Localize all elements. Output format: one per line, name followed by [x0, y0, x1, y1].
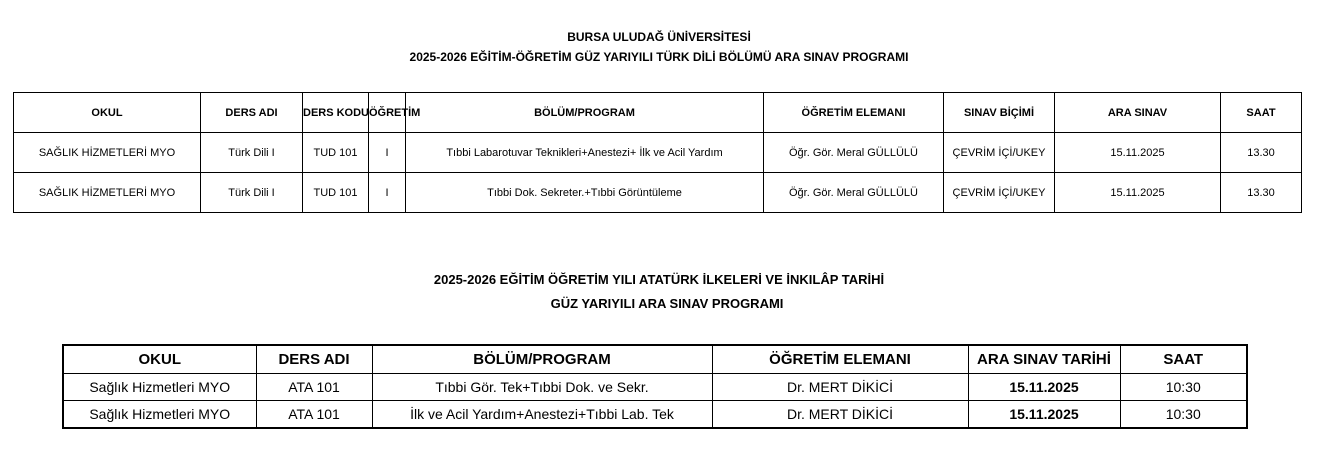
cell-ogretim: I — [369, 173, 406, 213]
cell-ogretim-elemani: Öğr. Gör. Meral GÜLLÜLÜ — [764, 133, 944, 173]
header-okul: OKUL — [14, 93, 201, 133]
ataturk-exam-program-title: 2025-2026 EĞİTİM ÖĞRETİM YILI ATATÜRK İLKELERİ VE İNKILÂP TARİHİ — [433, 272, 885, 287]
cell-okul: SAĞLIK HİZMETLERİ MYO — [14, 133, 201, 173]
cell-ara-sinav: 15.11.2025 — [1055, 133, 1221, 173]
cell-ogretim-elemani: Dr. MERT DİKİCİ — [712, 401, 968, 429]
header-ders-kodu: DERS KODU — [303, 93, 369, 133]
cell-bolum-program: Tıbbi Dok. Sekreter.+Tıbbi Görüntüleme — [406, 173, 764, 213]
cell-saat: 10:30 — [1120, 401, 1247, 429]
header-ogretim-elemani: ÖĞRETİM ELEMANI — [712, 345, 968, 374]
header-saat: SAAT — [1221, 93, 1302, 133]
cell-ogretim-elemani: Öğr. Gör. Meral GÜLLÜLÜ — [764, 173, 944, 213]
cell-ara-sinav-tarihi: 15.11.2025 — [968, 401, 1120, 429]
ataturk-principles-exam-table — [62, 344, 1248, 429]
cell-bolum-program: Tıbbi Labarotuvar Teknikleri+Anestezi+ İlk ve Acil Yardım — [406, 133, 764, 173]
header-bolum-program: BÖLÜM/PROGRAM — [406, 93, 764, 133]
cell-ders-adi: Türk Dili I — [201, 173, 303, 213]
header-okul: OKUL — [63, 345, 256, 374]
cell-ders-kodu: TUD 101 — [303, 173, 369, 213]
cell-ders-adi: ATA 101 — [256, 401, 372, 429]
cell-okul: Sağlık Hizmetleri MYO — [63, 374, 256, 401]
header-ders-adi: DERS ADI — [256, 345, 372, 374]
header-ders-adi: DERS ADI — [201, 93, 303, 133]
cell-ogretim-elemani: Dr. MERT DİKİCİ — [712, 374, 968, 401]
header-ogretim-elemani: ÖĞRETİM ELEMANI — [764, 93, 944, 133]
cell-ders-kodu: TUD 101 — [303, 133, 369, 173]
header-ara-sinav: ARA SINAV — [1055, 93, 1221, 133]
cell-bolum-program: İlk ve Acil Yardım+Anestezi+Tıbbi Lab. Tek — [372, 401, 712, 429]
header-sinav-bicimi: SINAV BİÇİMİ — [944, 93, 1055, 133]
cell-ogretim: I — [369, 133, 406, 173]
header-saat: SAAT — [1120, 345, 1247, 374]
table-row — [14, 133, 1302, 173]
header-ogretim: ÖĞRETİM — [369, 93, 406, 133]
cell-okul: SAĞLIK HİZMETLERİ MYO — [14, 173, 201, 213]
university-title: BURSA ULUDAĞ ÜNİVERSİTESİ — [567, 30, 751, 44]
table-row — [14, 173, 1302, 213]
cell-sinav-bicimi: ÇEVRİM İÇİ/UKEY — [944, 133, 1055, 173]
table-row — [63, 374, 1247, 401]
table-header-row — [63, 345, 1247, 374]
turkish-language-exam-table — [13, 92, 1302, 213]
cell-okul: Sağlık Hizmetleri MYO — [63, 401, 256, 429]
table-row — [63, 401, 1247, 429]
cell-saat: 10:30 — [1120, 374, 1247, 401]
cell-ara-sinav: 15.11.2025 — [1055, 173, 1221, 213]
cell-ders-adi: Türk Dili I — [201, 133, 303, 173]
cell-saat: 13.30 — [1221, 133, 1302, 173]
turkish-exam-program-title: 2025-2026 EĞİTİM-ÖĞRETİM GÜZ YARIYILI TÜRK DİLİ BÖLÜMÜ ARA SINAV PROGRAMI — [409, 50, 909, 64]
cell-ders-adi: ATA 101 — [256, 374, 372, 401]
header-ara-sinav-tarihi: ARA SINAV TARİHİ — [968, 345, 1120, 374]
ataturk-exam-program-subtitle: GÜZ YARIYILI ARA SINAV PROGRAMI — [550, 296, 784, 311]
cell-sinav-bicimi: ÇEVRİM İÇİ/UKEY — [944, 173, 1055, 213]
cell-saat: 13.30 — [1221, 173, 1302, 213]
cell-bolum-program: Tıbbi Gör. Tek+Tıbbi Dok. ve Sekr. — [372, 374, 712, 401]
cell-ara-sinav-tarihi: 15.11.2025 — [968, 374, 1120, 401]
header-bolum-program: BÖLÜM/PROGRAM — [372, 345, 712, 374]
table-header-row — [14, 93, 1302, 133]
